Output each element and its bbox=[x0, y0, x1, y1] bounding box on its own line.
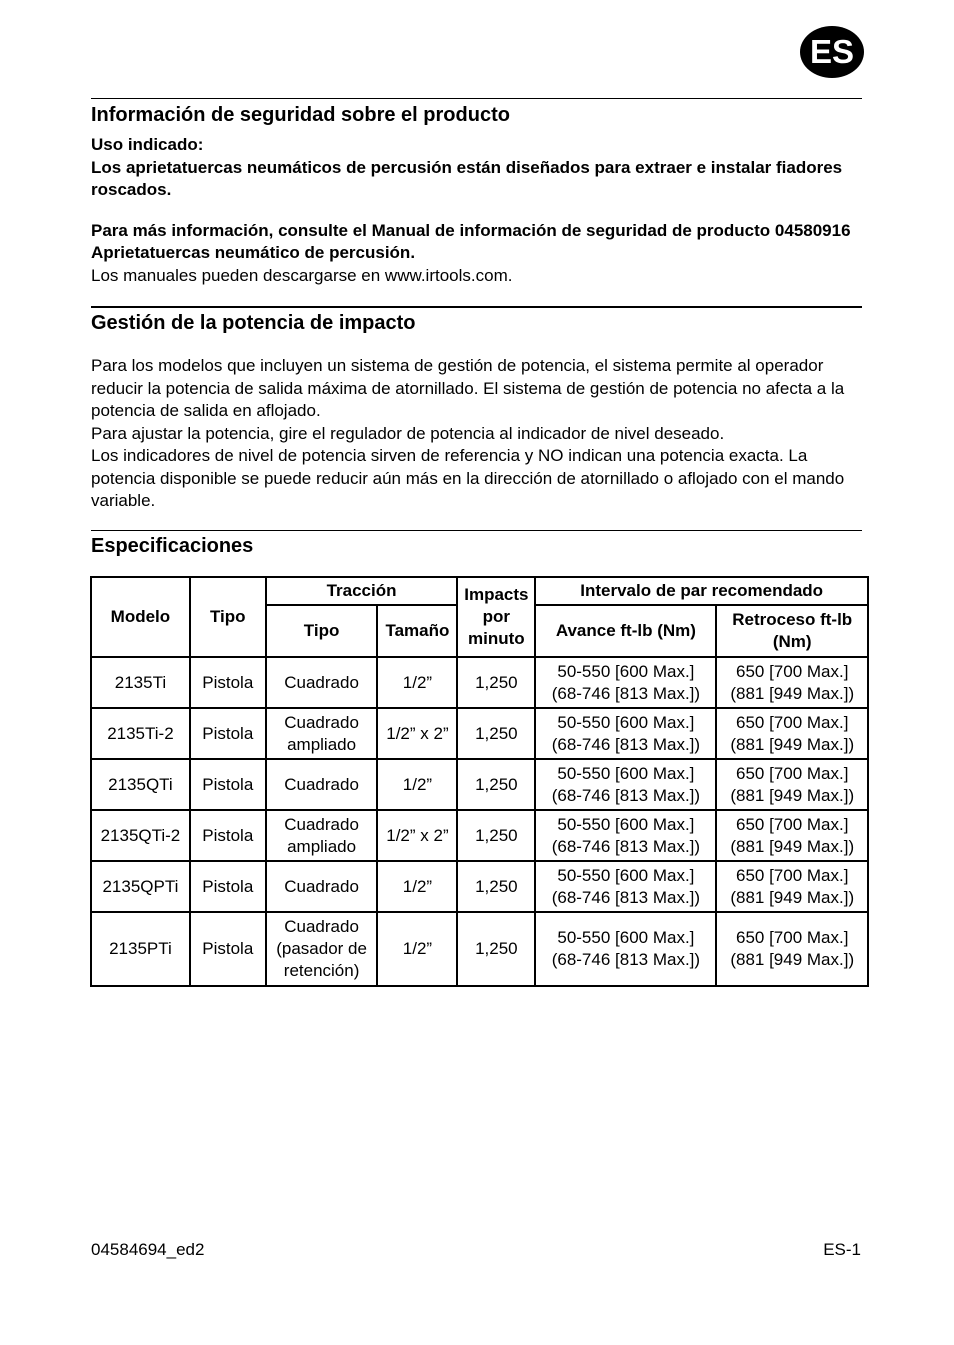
cell-modelo: 2135QPTi bbox=[91, 861, 190, 912]
cell-avance: 50-550 [600 Max.] (68-746 [813 Max.]) bbox=[535, 759, 716, 810]
specifications-table bbox=[90, 576, 869, 987]
cell-ipm: 1,250 bbox=[457, 708, 535, 759]
cell-tamano: 1/2” x 2” bbox=[377, 708, 457, 759]
cell-ipm: 1,250 bbox=[457, 657, 535, 708]
cell-tipo: Pistola bbox=[190, 708, 266, 759]
cell-tipo: Pistola bbox=[190, 912, 266, 986]
more-info-text: Para más información, consulte el Manual de información de seguridad de producto 04580916 Aprietatuercas neumático de percusión. bbox=[91, 220, 851, 262]
header-impacts-per-minute: Impacts por minuto bbox=[457, 577, 535, 657]
power-paragraph-2: Para ajustar la potencia, gire el regulador de potencia al indicador de nivel deseado. bbox=[91, 423, 725, 443]
intended-use-label: Uso indicado: bbox=[91, 135, 204, 154]
safety-heading: Información de seguridad sobre el producto bbox=[91, 104, 510, 126]
section-divider bbox=[91, 98, 862, 99]
cell-retroceso: 650 [700 Max.] (881 [949 Max.]) bbox=[716, 810, 868, 861]
manuals-download-text: Los manuales pueden descargarse en www.irtools.com. bbox=[91, 265, 513, 285]
cell-modelo: 2135Ti bbox=[91, 657, 190, 708]
cell-modelo: 2135QTi bbox=[91, 759, 190, 810]
intended-use-text: Los aprietatuercas neumáticos de percusión están diseñados para extraer e instalar fiadores roscados. bbox=[91, 157, 843, 199]
cell-retroceso: 650 [700 Max.] (881 [949 Max.]) bbox=[716, 759, 868, 810]
cell-tamano: 1/2” bbox=[377, 759, 457, 810]
cell-retroceso: 650 [700 Max.] (881 [949 Max.]) bbox=[716, 657, 868, 708]
power-paragraph-1: Para los modelos que incluyen un sistema de gestión de potencia, el sistema permite al operador reducir la potencia de salida máxima de atornillado. El sistema de gestión de potencia no afecta a la potencia de salida en aflojado. bbox=[91, 356, 845, 420]
header-traccion-tamano: Tamaño bbox=[377, 605, 457, 657]
power-paragraph-3: Los indicadores de nivel de potencia sirven de referencia y NO indican una potencia exacta. La potencia disponible se puede reducir aún más en la dirección de atornillado o aflojado con el mando variable. bbox=[91, 446, 845, 510]
table-row bbox=[91, 912, 868, 986]
header-retroceso: Retroceso ft-lb (Nm) bbox=[716, 605, 868, 657]
cell-retroceso: 650 [700 Max.] (881 [949 Max.]) bbox=[716, 708, 868, 759]
header-traccion: Tracción bbox=[266, 577, 458, 605]
cell-avance: 50-550 [600 Max.] (68-746 [813 Max.]) bbox=[535, 912, 716, 986]
language-badge: ES bbox=[800, 26, 864, 78]
header-tipo: Tipo bbox=[190, 577, 266, 657]
cell-drive-tipo: Cuadrado bbox=[266, 657, 378, 708]
page-number: ES-1 bbox=[823, 1240, 861, 1259]
table-row bbox=[91, 810, 868, 861]
cell-tamano: 1/2” bbox=[377, 912, 457, 986]
cell-modelo: 2135PTi bbox=[91, 912, 190, 986]
cell-avance: 50-550 [600 Max.] (68-746 [813 Max.]) bbox=[535, 861, 716, 912]
cell-tipo: Pistola bbox=[190, 657, 266, 708]
power-management-heading: Gestión de la potencia de impacto bbox=[91, 312, 416, 334]
header-torque-range: Intervalo de par recomendado bbox=[535, 577, 868, 605]
cell-avance: 50-550 [600 Max.] (68-746 [813 Max.]) bbox=[535, 657, 716, 708]
document-number: 04584694_ed2 bbox=[91, 1240, 205, 1259]
cell-retroceso: 650 [700 Max.] (881 [949 Max.]) bbox=[716, 912, 868, 986]
header-traccion-tipo: Tipo bbox=[266, 605, 378, 657]
cell-tipo: Pistola bbox=[190, 861, 266, 912]
specifications-heading: Especificaciones bbox=[91, 535, 254, 557]
cell-tipo: Pistola bbox=[190, 810, 266, 861]
table-row bbox=[91, 708, 868, 759]
cell-drive-tipo: Cuadrado (pasador de retención) bbox=[266, 912, 378, 986]
table-row bbox=[91, 861, 868, 912]
cell-retroceso: 650 [700 Max.] (881 [949 Max.]) bbox=[716, 861, 868, 912]
cell-ipm: 1,250 bbox=[457, 810, 535, 861]
header-modelo: Modelo bbox=[91, 577, 190, 657]
cell-drive-tipo: Cuadrado bbox=[266, 759, 378, 810]
cell-avance: 50-550 [600 Max.] (68-746 [813 Max.]) bbox=[535, 708, 716, 759]
cell-ipm: 1,250 bbox=[457, 861, 535, 912]
cell-drive-tipo: Cuadrado ampliado bbox=[266, 810, 378, 861]
cell-ipm: 1,250 bbox=[457, 912, 535, 986]
table-row bbox=[91, 657, 868, 708]
cell-tamano: 1/2” bbox=[377, 861, 457, 912]
cell-modelo: 2135QTi-2 bbox=[91, 810, 190, 861]
cell-avance: 50-550 [600 Max.] (68-746 [813 Max.]) bbox=[535, 810, 716, 861]
table-header-row bbox=[91, 577, 868, 605]
cell-tipo: Pistola bbox=[190, 759, 266, 810]
power-management-section bbox=[91, 355, 866, 513]
cell-tamano: 1/2” x 2” bbox=[377, 810, 457, 861]
safety-section bbox=[91, 134, 866, 287]
cell-ipm: 1,250 bbox=[457, 759, 535, 810]
section-divider bbox=[91, 306, 862, 308]
header-avance: Avance ft-lb (Nm) bbox=[535, 605, 716, 657]
section-divider bbox=[91, 530, 862, 531]
cell-drive-tipo: Cuadrado bbox=[266, 861, 378, 912]
cell-drive-tipo: Cuadrado ampliado bbox=[266, 708, 378, 759]
cell-modelo: 2135Ti-2 bbox=[91, 708, 190, 759]
table-row bbox=[91, 759, 868, 810]
cell-tamano: 1/2” bbox=[377, 657, 457, 708]
